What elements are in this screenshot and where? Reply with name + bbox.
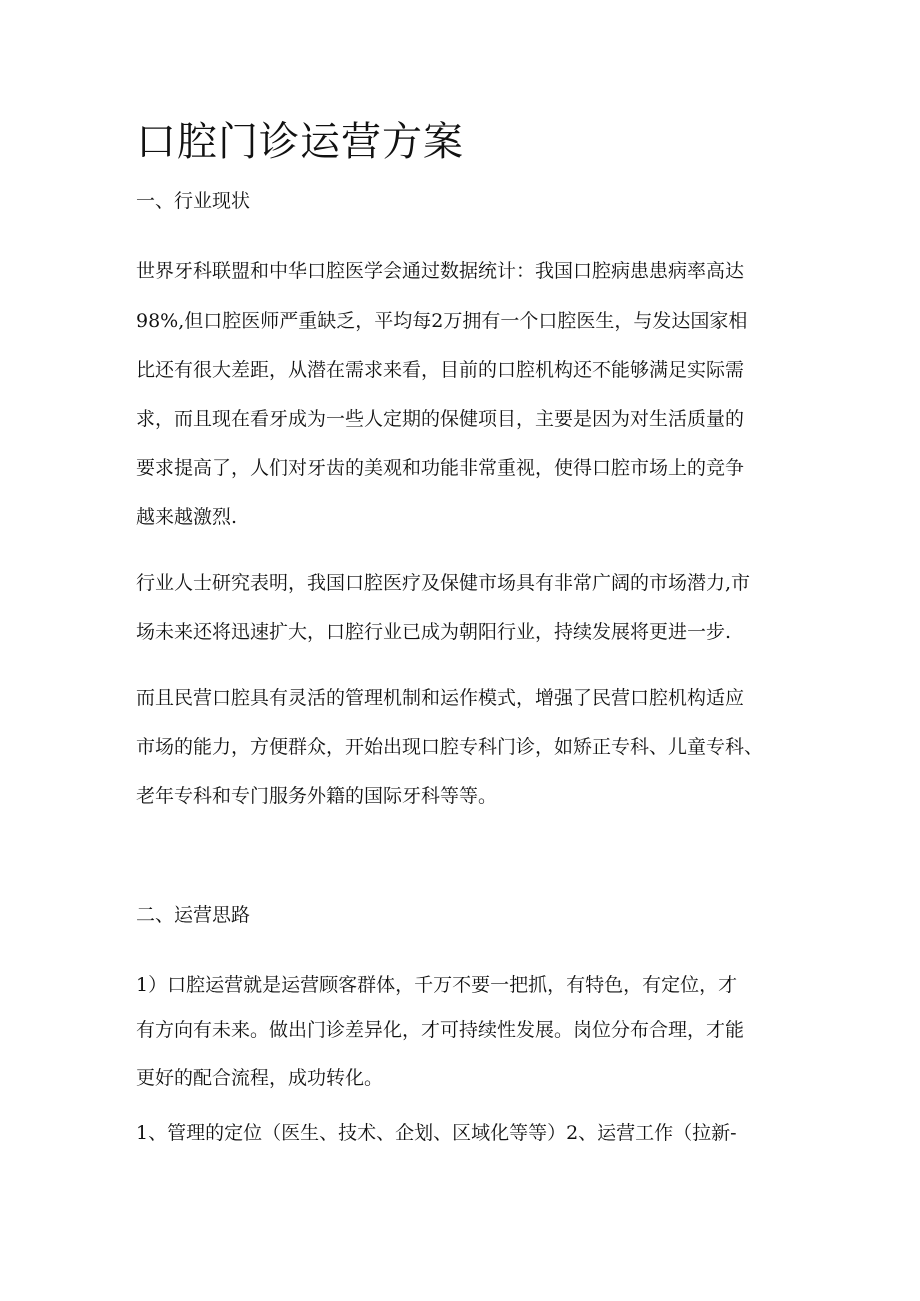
paragraph-line: 求，而且现在看牙成为一些人定期的保健项目，主要是因为对生活质量的 bbox=[136, 408, 745, 430]
paragraph-line: 更好的配合流程，成功转化。 bbox=[136, 1067, 384, 1089]
paragraph-line: 市场的能力，方便群众，开始出现口腔专科门诊，如矫正专科、儿童专科、 bbox=[136, 736, 764, 758]
paragraph-line: 98%,但口腔医师严重缺乏，平均每2万拥有一个口腔医生，与发达国家相 bbox=[136, 310, 748, 332]
paragraph-line: 要求提高了，人们对牙齿的美观和功能非常重视，使得口腔市场上的竞争 bbox=[136, 457, 745, 479]
paragraph-line: 世界牙科联盟和中华口腔医学会通过数据统计：我国口腔病患患病率高达 bbox=[136, 260, 745, 282]
paragraph-line: 1、管理的定位（医生、技术、企划、区域化等等）2、运营工作（拉新- bbox=[136, 1122, 737, 1144]
paragraph-line: 而且民营口腔具有灵活的管理机制和运作模式，增强了民营口腔机构适应 bbox=[136, 687, 745, 709]
paragraph-line: 行业人士研究表明，我国口腔医疗及保健市场具有非常广阔的市场潜力,市 bbox=[136, 572, 751, 594]
paragraph-line: 场未来还将迅速扩大，口腔行业已成为朝阳行业，持续发展将更进一步. bbox=[136, 621, 732, 643]
section-heading-industry-status: 一、行业现状 bbox=[136, 190, 251, 212]
paragraph-line: 越来越激烈. bbox=[136, 506, 238, 528]
paragraph-line: 老年专科和专门服务外籍的国际牙科等等。 bbox=[136, 785, 498, 807]
paragraph-line: 有方向有未来。做出门诊差异化，才可持续性发展。岗位分布合理，才能 bbox=[136, 1019, 745, 1041]
section-heading-operation-ideas: 二、运营思路 bbox=[136, 904, 251, 926]
paragraph-line: 比还有很大差距，从潜在需求来看，目前的口腔机构还不能够满足实际需 bbox=[136, 359, 745, 381]
document-title: 口腔门诊运营方案 bbox=[136, 119, 464, 165]
paragraph-line: 1）口腔运营就是运营顾客群体，千万不要一把抓，有特色，有定位，才 bbox=[136, 974, 738, 996]
